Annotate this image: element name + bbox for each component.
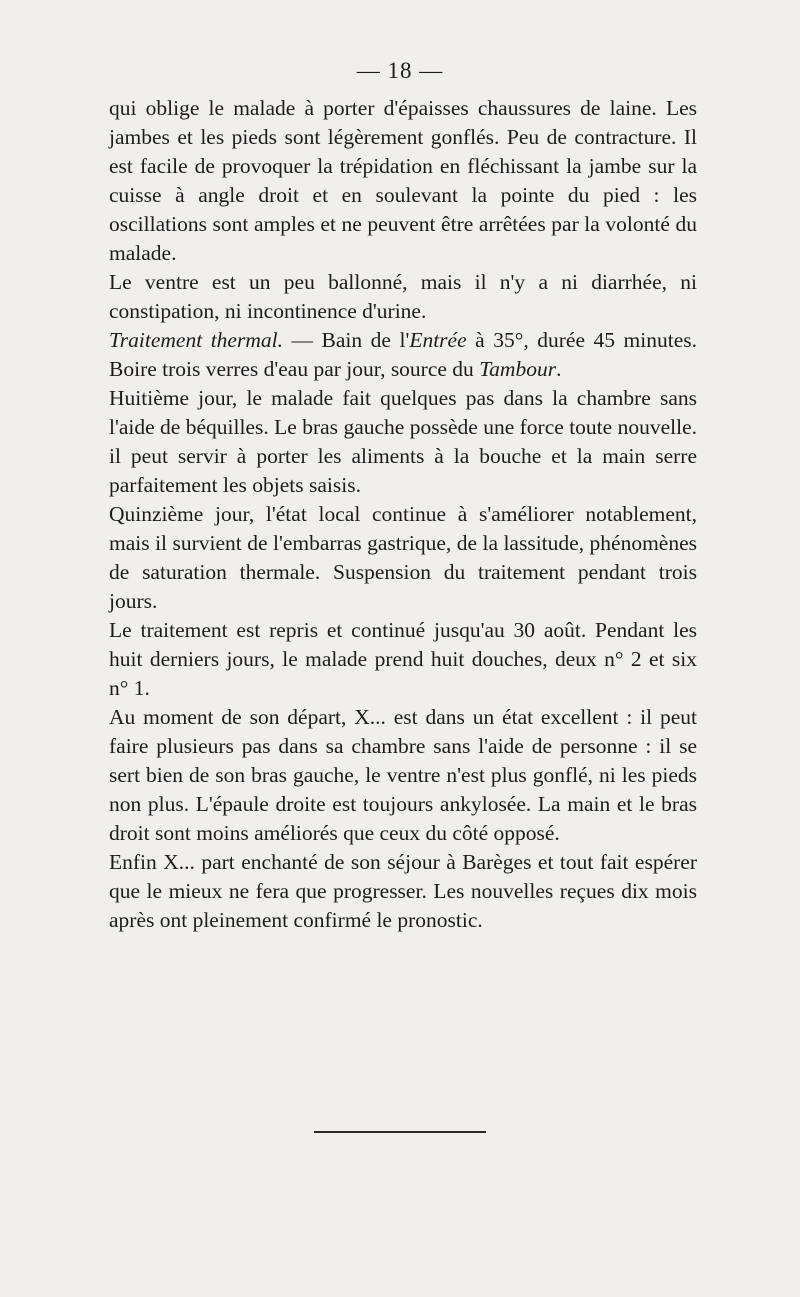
treatment-place: Entrée [409,328,467,352]
paragraph-treatment [109,326,697,384]
paragraph-day-fifteen: Quinzième jour, l'état local continue à s'améliorer notablement, mais il survient de l'embarras gastrique, de la lassitude, phénomènes de saturation thermale. Suspension du traitement pendant trois jours. [109,502,697,613]
treatment-heading: Traitement thermal. [109,328,283,352]
paragraph-departure: Au moment de son départ, X... est dans un état excellent : il peut faire plusieurs pas dans sa chambre sans l'aide de personne : il se sert bien de son bras gauche, le ventre n'est plus gonflé, ni les pieds non plus. L'épaule droite est toujours ankylosée. La main et le bras droit sont moins améliorés que ceux du côté opposé. [109,705,697,845]
section-divider [314,1131,486,1133]
paragraph-abdomen: Le ventre est un peu ballonné, mais il n'y a ni diarrhée, ni constipation, ni incontinence d'urine. [109,270,697,323]
paragraph-day-eight: Huitième jour, le malade fait quelques pas dans la chambre sans l'aide de béquilles. Le bras gauche possède une force toute nouvelle. il peut servir à porter les aliments à la bouche et la main serre parfaitement les objets saisis. [109,386,697,497]
treatment-source: Tambour [479,357,557,381]
paragraph-symptoms: qui oblige le malade à porter d'épaisses chaussures de laine. Les jambes et les pieds sont légèrement gonflés. Peu de contracture. Il est facile de provoquer la trépidation en fléchissant la jambe sur la cuisse à angle droit et en soulevant la pointe du pied : les oscillations sont amples et ne peuvent être arrêtées par la volonté du malade. [109,96,697,265]
body-text [109,94,697,935]
treatment-text-middle: à 35°, durée 45 minutes. Boire trois verres d'eau par jour, source du [109,328,697,381]
treatment-text-before: — Bain de l' [282,328,410,352]
page-number: — 18 — [356,58,444,83]
paragraph-resumed: Le traitement est repris et continué jusqu'au 30 août. Pendant les huit derniers jours, le malade prend huit douches, deux n° 2 et six n° 1. [109,618,697,700]
treatment-text-after: . [556,357,562,381]
paragraph-conclusion: Enfin X... part enchanté de son séjour à Barèges et tout fait espérer que le mieux ne fera que progresser. Les nouvelles reçues dix mois après ont pleinement confirmé le pronostic. [109,850,697,932]
